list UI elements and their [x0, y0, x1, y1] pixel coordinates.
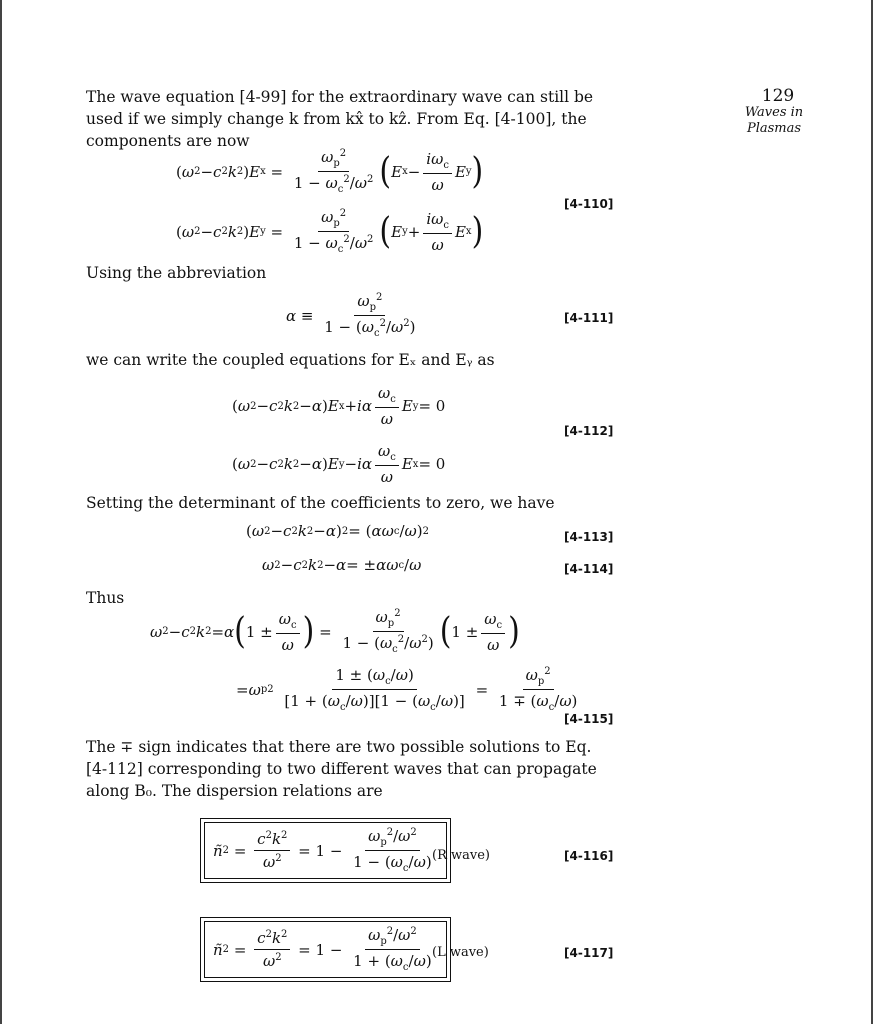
equation-4-110-b: ( ω 2 − c 2 k 2 ) E y = $\frac{\omega_p^2}{1 - \omega_c^2/\omega^2}$ ( E y + $\frac{i\omega_c}{\omega}$ E x ) — [176, 208, 484, 255]
paragraph-3: we can write the coupled equations for Eₓ and Eᵧ as — [86, 351, 495, 369]
paragraph-1: The wave equation [4-99] for the extraordinary wave can still be used if we simply change k from kx̂ to kẑ. From Eq. [4-100], the components are now — [86, 88, 594, 150]
paragraph-6: The ∓ sign indicates that there are two possible solutions to Eq. [4-112] corresponding to two different waves that can propagate along B₀. The dispersion relations are — [86, 738, 597, 800]
equation-number-4-113: [4-113] — [564, 530, 614, 544]
equation-4-116-box: ñ 2 = $\frac{c^2k^2}{\omega^2}$ = 1 − $\frac{\omega_p^2/\omega^2}{1 - (\omega_c/\omega)}$ — [200, 818, 451, 883]
page-number: 129 — [761, 86, 795, 106]
equation-number-4-115: [4-115] — [564, 712, 614, 726]
paragraph-2: Using the abbreviation — [86, 264, 267, 282]
l-wave-label: (L wave) — [432, 945, 489, 960]
equation-4-115-b: = ω p 2 $\frac{1 \pm (\omega_c/\omega)}{[1 + (\omega_c/\omega)][1 - (\omega_c/\omega)]}$ = $\frac{\omega_p^2}{1 \mp (\omega_c/\omega)}$ — [236, 666, 578, 713]
equation-4-113: ( ω 2 − c 2 k 2 − α ) 2 = ( αω c / ω ) 2 — [246, 522, 429, 540]
equation-number-4-116: [4-116] — [564, 849, 614, 863]
equation-number-4-112: [4-112] — [564, 424, 614, 438]
equation-4-112-b: ( ω 2 − c 2 k 2 − α ) E y − iα $\frac{\omega_c}{\omega}$ E x = 0 — [232, 442, 446, 486]
paragraph-5: Thus — [86, 589, 125, 607]
section-title: Waves in Plasmas — [744, 105, 804, 136]
equation-4-112-a: ( ω 2 − c 2 k 2 − α ) E x + iα $\frac{\omega_c}{\omega}$ E y = 0 — [232, 384, 446, 428]
r-wave-label: (R wave) — [432, 848, 490, 863]
equation-4-114: ω 2 − c 2 k 2 − α = ± αω c / ω — [262, 556, 422, 574]
equation-4-115-a: ω 2 − c 2 k 2 = α ( 1 ± $\frac{\omega_c}{\omega}$ ) = $\frac{\omega_p^2}{1 - (\omega_c^2/\omega^2)}$ ( 1 ± $\frac{\omega_c}{\omega}$ ) — [150, 608, 520, 655]
page-border-left — [0, 0, 2, 1024]
equation-number-4-111: [4-111] — [564, 311, 614, 325]
equation-4-111: α ≡ $\frac{\omega_p^2}{1 - (\omega_c^2/\omega^2)}$ — [286, 292, 416, 339]
equation-4-117-box: ñ 2 = $\frac{c^2k^2}{\omega^2}$ = 1 − $\frac{\omega_p^2/\omega^2}{1 + (\omega_c/\omega)}$ — [200, 917, 451, 982]
equation-number-4-117: [4-117] — [564, 946, 614, 960]
equation-4-110-a: ( ω 2 − c 2 k 2 ) E x = $\frac{\omega_p^2}{1 - \omega_c^2/\omega^2}$ ( E x − $\frac{i\omega_c}{\omega}$ E y ) — [176, 148, 484, 195]
equation-number-4-114: [4-114] — [564, 562, 614, 576]
paragraph-4: Setting the determinant of the coefficients to zero, we have — [86, 494, 555, 512]
equation-number-4-110: [4-110] — [564, 197, 614, 211]
